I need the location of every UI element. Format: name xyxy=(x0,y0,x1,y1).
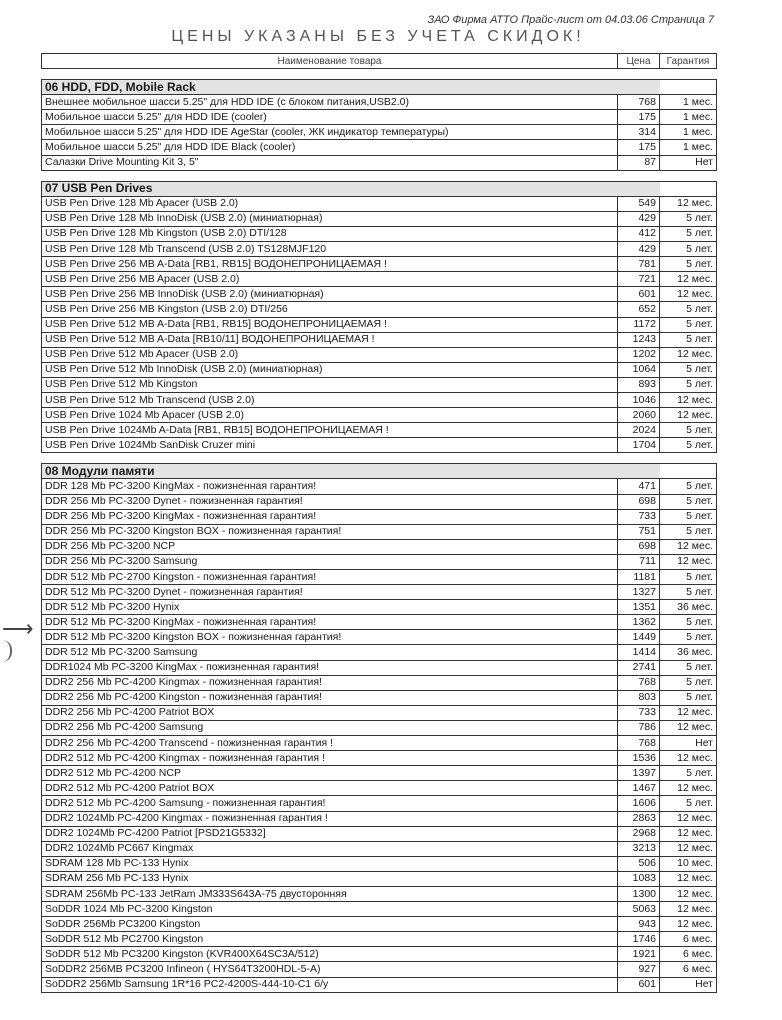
product-price: 733 xyxy=(618,705,660,720)
table-row xyxy=(42,554,717,569)
table-row xyxy=(42,720,717,735)
product-warranty: 1 мес. xyxy=(660,110,717,125)
table-row xyxy=(42,570,717,585)
product-price: 2863 xyxy=(618,811,660,826)
product-price: 1300 xyxy=(618,886,660,901)
product-name: USB Pen Drive 256 MB InnoDisk (USB 2.0) (миниатюрная) xyxy=(42,287,618,302)
product-name: Салазки Drive Mounting Kit 3, 5" xyxy=(42,155,618,170)
product-name: USB Pen Drive 128 Mb Apacer (USB 2.0) xyxy=(42,196,618,211)
table-row xyxy=(42,600,717,615)
table-row xyxy=(42,347,717,362)
product-name: Мобильное шасси 5.25" для HDD IDE (cooler) xyxy=(42,110,618,125)
product-warranty: 12 мес. xyxy=(660,781,717,796)
product-warranty: 5 лет. xyxy=(660,690,717,705)
table-row xyxy=(42,287,717,302)
page-header: ЗАО Фирма АТТО Прайс-лист от 04.03.06 Страница 7 xyxy=(427,14,714,26)
product-name: DDR 256 Mb PC-3200 Samsung xyxy=(42,554,618,569)
table-row xyxy=(42,539,717,554)
product-warranty: 6 мес. xyxy=(660,947,717,962)
product-warranty: 5 лет. xyxy=(660,615,717,630)
product-name: DDR 256 Mb PC-3200 NCP xyxy=(42,539,618,554)
product-name: USB Pen Drive 1024Mb A-Data [RB1, RB15] ВОДОНЕПРОНИЦАЕМАЯ ! xyxy=(42,423,618,438)
product-price: 1449 xyxy=(618,630,660,645)
product-price: 1202 xyxy=(618,347,660,362)
product-warranty: 36 мес. xyxy=(660,600,717,615)
spacer-cell xyxy=(618,453,660,464)
product-warranty: 5 лет. xyxy=(660,479,717,494)
product-price: 175 xyxy=(618,140,660,155)
product-price: 768 xyxy=(618,95,660,110)
product-warranty: 5 лет. xyxy=(660,317,717,332)
table-row xyxy=(42,947,717,962)
product-name: DDR2 512 Mb PC-4200 Kingmax - пожизненная гарантия ! xyxy=(42,751,618,766)
product-name: USB Pen Drive 512 Mb Kingston xyxy=(42,377,618,392)
table-row xyxy=(42,977,717,992)
product-warranty: 12 мес. xyxy=(660,720,717,735)
product-price: 721 xyxy=(618,272,660,287)
product-price: 1467 xyxy=(618,781,660,796)
product-name: DDR2 1024Mb PC667 Kingmax xyxy=(42,841,618,856)
product-name: USB Pen Drive 512 MB A-Data [RB10/11] ВОДОНЕПРОНИЦАЕМАЯ ! xyxy=(42,332,618,347)
product-price: 506 xyxy=(618,856,660,871)
table-row xyxy=(42,196,717,211)
product-price: 2060 xyxy=(618,408,660,423)
table-row xyxy=(42,257,717,272)
product-price: 1414 xyxy=(618,645,660,660)
product-warranty: 12 мес. xyxy=(660,347,717,362)
product-price: 1083 xyxy=(618,871,660,886)
product-name: SDRAM 256Mb PC-133 JetRam JM333S643A-75 двусторонняя xyxy=(42,886,618,901)
product-name: USB Pen Drive 512 Mb Transcend (USB 2.0) xyxy=(42,392,618,407)
spacer-cell xyxy=(618,170,660,181)
product-warranty: 6 мес. xyxy=(660,962,717,977)
table-row xyxy=(42,423,717,438)
product-warranty: 5 лет. xyxy=(660,570,717,585)
product-warranty: 12 мес. xyxy=(660,705,717,720)
product-price: 768 xyxy=(618,675,660,690)
product-name: USB Pen Drive 256 MB Kingston (USB 2.0) DTI/256 xyxy=(42,302,618,317)
product-name: DDR 512 Mb PC-3200 Samsung xyxy=(42,645,618,660)
product-price: 1606 xyxy=(618,796,660,811)
product-price: 412 xyxy=(618,226,660,241)
product-price: 1536 xyxy=(618,751,660,766)
table-row xyxy=(42,155,717,170)
section-blank-cell xyxy=(618,181,660,196)
table-row xyxy=(42,332,717,347)
spacer-cell xyxy=(42,453,618,464)
price-table xyxy=(41,53,717,993)
product-name: DDR2 256 Mb PC-4200 Kingston - пожизненная гарантия! xyxy=(42,690,618,705)
product-warranty: 5 лет. xyxy=(660,438,717,453)
product-warranty: 1 мес. xyxy=(660,140,717,155)
section-header-row xyxy=(42,464,717,479)
table-row xyxy=(42,962,717,977)
section-header-row xyxy=(42,181,717,196)
product-name: USB Pen Drive 128 Mb Transcend (USB 2.0) TS128MJF120 xyxy=(42,242,618,257)
product-name: SoDDR 512 Mb PC2700 Kingston xyxy=(42,932,618,947)
product-name: SoDDR2 256MB PC3200 Infineon ( HYS64T3200HDL-5-A) xyxy=(42,962,618,977)
product-name: DDR2 512 Mb PC-4200 NCP xyxy=(42,766,618,781)
product-name: USB Pen Drive 256 MB Apacer (USB 2.0) xyxy=(42,272,618,287)
table-row xyxy=(42,226,717,241)
product-warranty: 12 мес. xyxy=(660,751,717,766)
section-blank-cell xyxy=(618,464,660,479)
product-price: 786 xyxy=(618,720,660,735)
table-header-row xyxy=(42,54,717,69)
product-warranty: 5 лет. xyxy=(660,257,717,272)
product-name: DDR 128 Mb PC-3200 KingMax - пожизненная гарантия! xyxy=(42,479,618,494)
product-name: SDRAM 256 Mb PC-133 Hynix xyxy=(42,871,618,886)
product-name: DDR2 512 Mb PC-4200 Patriot BOX xyxy=(42,781,618,796)
column-header-price: Цена xyxy=(618,54,660,69)
product-price: 698 xyxy=(618,539,660,554)
product-name: DDR2 512 Mb PC-4200 Samsung - пожизненная гарантия! xyxy=(42,796,618,811)
product-name: DDR2 256 Mb PC-4200 Kingmax - пожизненная гарантия! xyxy=(42,675,618,690)
table-row xyxy=(42,524,717,539)
product-warranty: 12 мес. xyxy=(660,917,717,932)
product-name: DDR 512 Mb PC-2700 Kingston - пожизненная гарантия! xyxy=(42,570,618,585)
product-warranty: 12 мес. xyxy=(660,196,717,211)
table-row xyxy=(42,509,717,524)
table-row xyxy=(42,902,717,917)
product-warranty: 12 мес. xyxy=(660,826,717,841)
table-row xyxy=(42,675,717,690)
table-row xyxy=(42,140,717,155)
product-warranty: Нет xyxy=(660,155,717,170)
product-name: DDR 512 Mb PC-3200 Dynet - пожизненная гарантия! xyxy=(42,585,618,600)
product-price: 87 xyxy=(618,155,660,170)
product-price: 803 xyxy=(618,690,660,705)
product-name: DDR2 256 Mb PC-4200 Patriot BOX xyxy=(42,705,618,720)
product-name: SoDDR 512 Mb PC3200 Kingston (KVR400X64SC3A/512) xyxy=(42,947,618,962)
table-row xyxy=(42,630,717,645)
product-warranty: 1 мес. xyxy=(660,95,717,110)
table-row xyxy=(42,438,717,453)
product-warranty: 5 лет. xyxy=(660,675,717,690)
product-name: USB Pen Drive 128 Mb Kingston (USB 2.0) DTI/128 xyxy=(42,226,618,241)
table-row xyxy=(42,272,717,287)
product-name: DDR2 1024Mb PC-4200 Kingmax - пожизненная гарантия ! xyxy=(42,811,618,826)
product-name: SDRAM 128 Mb PC-133 Hynix xyxy=(42,856,618,871)
product-name: USB Pen Drive 1024 Mb Apacer (USB 2.0) xyxy=(42,408,618,423)
product-name: SoDDR 256Mb PC3200 Kingston xyxy=(42,917,618,932)
product-warranty: 5 лет. xyxy=(660,211,717,226)
product-price: 698 xyxy=(618,494,660,509)
section-spacer xyxy=(42,170,717,181)
product-name: DDR 256 Mb PC-3200 Kingston BOX - пожизненная гарантия! xyxy=(42,524,618,539)
product-name: USB Pen Drive 256 MB A-Data [RB1, RB15] ВОДОНЕПРОНИЦАЕМАЯ ! xyxy=(42,257,618,272)
table-row xyxy=(42,826,717,841)
product-price: 314 xyxy=(618,125,660,140)
product-warranty: 12 мес. xyxy=(660,554,717,569)
product-warranty: 12 мес. xyxy=(660,272,717,287)
product-price: 471 xyxy=(618,479,660,494)
section-title: 08 Модули памяти xyxy=(42,464,618,479)
product-name: DDR 512 Mb PC-3200 Hynix xyxy=(42,600,618,615)
product-warranty: 5 лет. xyxy=(660,302,717,317)
spacer-cell xyxy=(42,69,618,80)
product-warranty: 12 мес. xyxy=(660,287,717,302)
product-warranty: 5 лет. xyxy=(660,362,717,377)
table-row xyxy=(42,645,717,660)
product-warranty: 6 мес. xyxy=(660,932,717,947)
product-price: 2741 xyxy=(618,660,660,675)
product-warranty: 12 мес. xyxy=(660,886,717,901)
product-price: 751 xyxy=(618,524,660,539)
table-row xyxy=(42,690,717,705)
product-name: DDR2 256 Mb PC-4200 Transcend - пожизненная гарантия ! xyxy=(42,736,618,751)
table-row xyxy=(42,751,717,766)
product-price: 1397 xyxy=(618,766,660,781)
section-header-row xyxy=(42,80,717,95)
product-name: SoDDR2 256Mb Samsung 1R*16 PC2-4200S-444-10-C1 б/у xyxy=(42,977,618,992)
table-row xyxy=(42,736,717,751)
table-row xyxy=(42,585,717,600)
table-row xyxy=(42,479,717,494)
table-row xyxy=(42,615,717,630)
product-warranty: 5 лет. xyxy=(660,242,717,257)
product-name: DDR 512 Mb PC-3200 KingMax - пожизненная гарантия! xyxy=(42,615,618,630)
product-warranty: 10 мес. xyxy=(660,856,717,871)
product-warranty: 5 лет. xyxy=(660,509,717,524)
product-warranty: 5 лет. xyxy=(660,423,717,438)
product-warranty: 5 лет. xyxy=(660,766,717,781)
product-price: 781 xyxy=(618,257,660,272)
product-price: 927 xyxy=(618,962,660,977)
product-warranty: 5 лет. xyxy=(660,377,717,392)
section-blank-cell xyxy=(660,181,717,196)
section-spacer xyxy=(42,453,717,464)
product-price: 1243 xyxy=(618,332,660,347)
product-name: DDR2 1024Mb PC-4200 Patriot [PSD21G5332] xyxy=(42,826,618,841)
product-price: 601 xyxy=(618,977,660,992)
product-price: 1921 xyxy=(618,947,660,962)
table-row xyxy=(42,242,717,257)
section-blank-cell xyxy=(660,80,717,95)
product-warranty: 5 лет. xyxy=(660,226,717,241)
product-name: USB Pen Drive 512 Mb Apacer (USB 2.0) xyxy=(42,347,618,362)
product-name: DDR 256 Mb PC-3200 KingMax - пожизненная гарантия! xyxy=(42,509,618,524)
table-row xyxy=(42,841,717,856)
product-price: 175 xyxy=(618,110,660,125)
product-warranty: 5 лет. xyxy=(660,524,717,539)
product-warranty: 12 мес. xyxy=(660,871,717,886)
table-row xyxy=(42,95,717,110)
product-price: 429 xyxy=(618,211,660,226)
section-blank-cell xyxy=(660,464,717,479)
table-row xyxy=(42,317,717,332)
table-row xyxy=(42,705,717,720)
table-row xyxy=(42,856,717,871)
product-price: 1362 xyxy=(618,615,660,630)
table-row xyxy=(42,362,717,377)
product-price: 1351 xyxy=(618,600,660,615)
product-name: USB Pen Drive 1024Mb SanDisk Cruzer mini xyxy=(42,438,618,453)
table-row xyxy=(42,302,717,317)
product-price: 943 xyxy=(618,917,660,932)
product-price: 1046 xyxy=(618,392,660,407)
product-price: 1064 xyxy=(618,362,660,377)
product-warranty: 5 лет. xyxy=(660,585,717,600)
table-row xyxy=(42,766,717,781)
spacer-cell xyxy=(660,170,717,181)
product-price: 1181 xyxy=(618,570,660,585)
product-warranty: 5 лет. xyxy=(660,332,717,347)
product-warranty: 5 лет. xyxy=(660,660,717,675)
product-name: DDR 512 Mb PC-3200 Kingston BOX - пожизненная гарантия! xyxy=(42,630,618,645)
table-body xyxy=(42,69,717,993)
spacer-cell xyxy=(660,69,717,80)
product-warranty: 12 мес. xyxy=(660,841,717,856)
product-name: DDR 256 Mb PC-3200 Dynet - пожизненная гарантия! xyxy=(42,494,618,509)
product-price: 733 xyxy=(618,509,660,524)
product-price: 1172 xyxy=(618,317,660,332)
spacer-cell xyxy=(42,170,618,181)
table-row xyxy=(42,796,717,811)
product-name: USB Pen Drive 512 MB A-Data [RB1, RB15] ВОДОНЕПРОНИЦАЕМАЯ ! xyxy=(42,317,618,332)
product-name: Мобильное шасси 5.25" для HDD IDE AgeStar (cooler, ЖК индикатор температуры) xyxy=(42,125,618,140)
product-warranty: Нет xyxy=(660,736,717,751)
column-header-name: Наименование товара xyxy=(42,54,618,69)
spacer-cell xyxy=(660,453,717,464)
section-title: 06 HDD, FDD, Mobile Rack xyxy=(42,80,618,95)
product-price: 652 xyxy=(618,302,660,317)
product-price: 2968 xyxy=(618,826,660,841)
table-row xyxy=(42,408,717,423)
product-price: 5063 xyxy=(618,902,660,917)
product-name: SoDDR 1024 Mb PC-3200 Kingston xyxy=(42,902,618,917)
product-warranty: 12 мес. xyxy=(660,392,717,407)
table-row xyxy=(42,110,717,125)
table-row xyxy=(42,125,717,140)
product-price: 893 xyxy=(618,377,660,392)
table-row xyxy=(42,781,717,796)
product-price: 1327 xyxy=(618,585,660,600)
product-price: 1746 xyxy=(618,932,660,947)
section-spacer xyxy=(42,69,717,80)
product-name: DDR2 256 Mb PC-4200 Samsung xyxy=(42,720,618,735)
section-blank-cell xyxy=(618,80,660,95)
product-warranty: Нет xyxy=(660,977,717,992)
table-row xyxy=(42,392,717,407)
product-warranty: 12 мес. xyxy=(660,811,717,826)
table-row xyxy=(42,871,717,886)
product-warranty: 12 мес. xyxy=(660,408,717,423)
table-row xyxy=(42,494,717,509)
table-row xyxy=(42,811,717,826)
product-price: 1704 xyxy=(618,438,660,453)
spacer-cell xyxy=(618,69,660,80)
product-price: 601 xyxy=(618,287,660,302)
product-price: 768 xyxy=(618,736,660,751)
table-row xyxy=(42,917,717,932)
handwritten-mark xyxy=(0,640,12,662)
section-title: 07 USB Pen Drives xyxy=(42,181,618,196)
product-warranty: 12 мес. xyxy=(660,902,717,917)
product-warranty: 12 мес. xyxy=(660,539,717,554)
product-name: USB Pen Drive 512 Mb InnoDisk (USB 2.0) (миниатюрная) xyxy=(42,362,618,377)
product-price: 711 xyxy=(618,554,660,569)
product-price: 2024 xyxy=(618,423,660,438)
product-name: Внешнее мобильное шасси 5.25" для HDD IDE (с блоком питания,USB2.0) xyxy=(42,95,618,110)
handwritten-arrow-icon: ⟶ xyxy=(2,616,34,641)
product-price: 429 xyxy=(618,242,660,257)
table-row xyxy=(42,660,717,675)
table-row xyxy=(42,211,717,226)
product-name: DDR1024 Mb PC-3200 KingMax - пожизненная гарантия! xyxy=(42,660,618,675)
product-warranty: 36 мес. xyxy=(660,645,717,660)
table-row xyxy=(42,932,717,947)
page-banner: ЦЕНЫ УКАЗАНЫ БЕЗ УЧЕТА СКИДОК! xyxy=(171,28,585,45)
product-warranty: 5 лет. xyxy=(660,494,717,509)
product-price: 3213 xyxy=(618,841,660,856)
product-warranty: 5 лет. xyxy=(660,630,717,645)
table-row xyxy=(42,886,717,901)
table-row xyxy=(42,377,717,392)
product-warranty: 1 мес. xyxy=(660,125,717,140)
product-name: USB Pen Drive 128 Mb InnoDisk (USB 2.0) (миниатюрная) xyxy=(42,211,618,226)
product-warranty: 5 лет. xyxy=(660,796,717,811)
product-name: Мобильное шасси 5.25" для HDD IDE Black (cooler) xyxy=(42,140,618,155)
product-price: 549 xyxy=(618,196,660,211)
column-header-warranty: Гарантия xyxy=(660,54,717,69)
